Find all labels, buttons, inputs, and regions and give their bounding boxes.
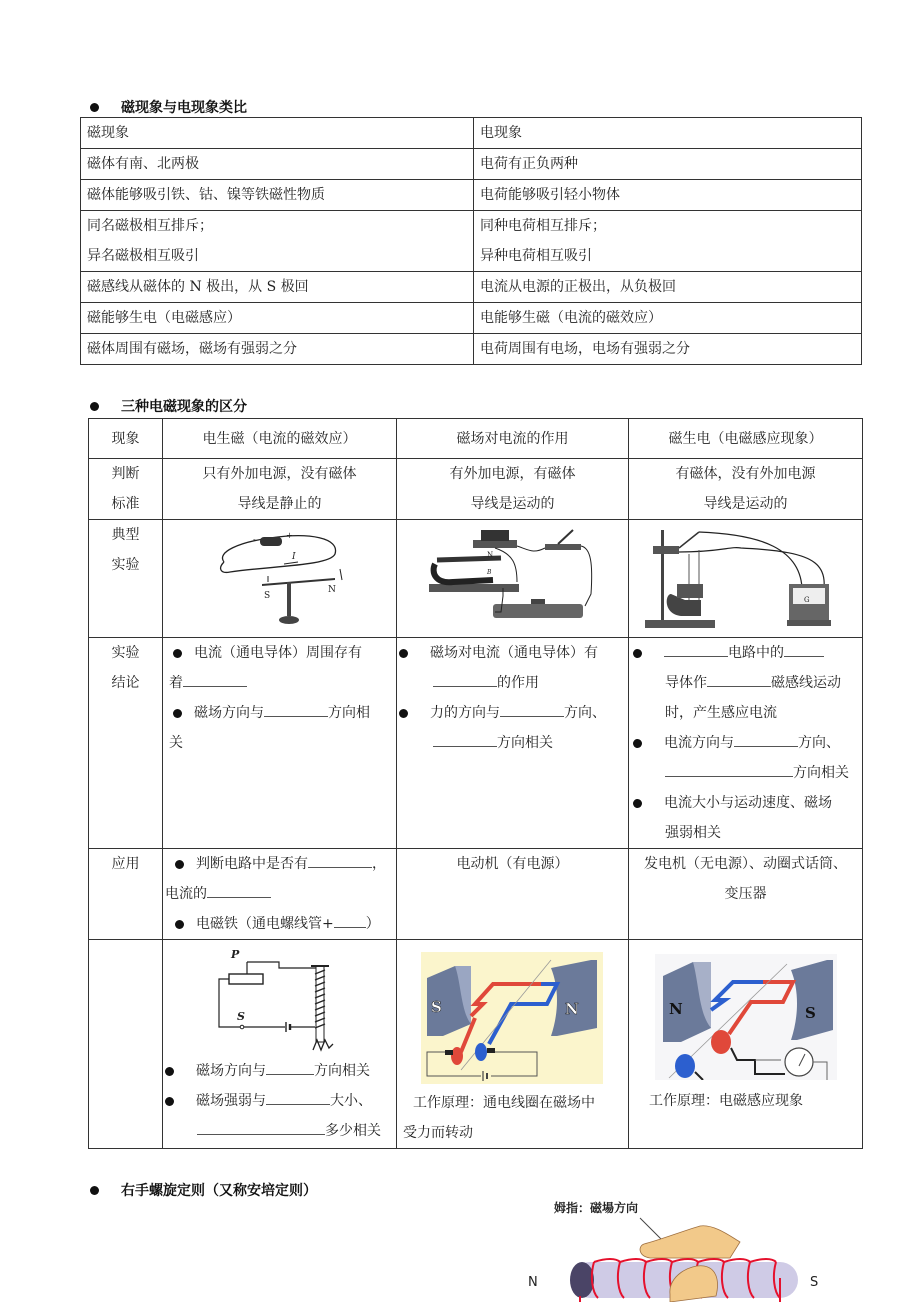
bullet-item (635, 788, 856, 818)
bullet-item (403, 698, 622, 728)
cell-line: 导线是运动的 (703, 496, 788, 512)
section-title-text: 右手螺旋定则（又称安培定则） (121, 1183, 317, 1199)
row-label (89, 638, 163, 849)
fill-in-blank (500, 698, 564, 717)
text: 磁场方向与 (194, 705, 264, 721)
row-label: 应用 (89, 849, 163, 940)
bullet-item (165, 909, 390, 939)
cell-line: 异名磁极相互吸引 (87, 248, 199, 264)
phenomena-table (88, 418, 863, 1149)
bullet-icon (633, 799, 642, 808)
svg-text:姆指：磁場方向: 姆指：磁場方向 (554, 1201, 639, 1215)
svg-text:N: N (669, 1000, 683, 1018)
table-row-experiment (89, 520, 863, 638)
row-label (89, 940, 163, 1149)
caption-line: 工作原理：通电线圈在磁场中 (413, 1095, 595, 1111)
electromagnet-circuit-figure (217, 944, 377, 1056)
table-row (81, 334, 862, 365)
svg-text:S: S (431, 998, 442, 1016)
text: 方向、 (564, 705, 606, 721)
experiment-a (163, 520, 397, 638)
cell-line: 导线是运动的 (470, 496, 555, 512)
label-line: 结论 (111, 675, 140, 691)
cell-electric: 电流从电源的正极出，从负极回 (474, 272, 862, 303)
conclusion-a (163, 638, 397, 849)
caption-line: 工作原理：电磁感应现象 (649, 1093, 803, 1109)
illustration-b (397, 940, 629, 1149)
illustration-a (163, 940, 397, 1149)
fill-in-blank (707, 668, 771, 687)
text: 磁场方向与 (196, 1063, 266, 1079)
cell-magnetic: 磁体能够吸引铁、钴、镍等铁磁性物质 (81, 180, 474, 211)
text: 电流（通电导体）周围存有 (194, 645, 362, 661)
svg-text:B: B (486, 569, 491, 576)
cell-line: 只有外加电源，没有磁体 (202, 466, 357, 482)
induction-experiment-figure (641, 524, 851, 632)
conclusion-b (397, 638, 629, 849)
bullet-continuation (635, 698, 856, 728)
cell-magnetic: 磁体周围有磁场，磁场有强弱之分 (81, 334, 474, 365)
fill-in-blank (334, 909, 366, 928)
cell-line: 有外加电源，有磁体 (449, 466, 576, 482)
table-row (81, 272, 862, 303)
section-title-text: 三种电磁现象的区分 (121, 399, 247, 415)
application-b: 电动机（有电源） (397, 849, 629, 940)
label-line: 实验 (111, 645, 140, 661)
bullet-continuation (635, 668, 856, 698)
cell-electric: 电荷有正负两种 (474, 149, 862, 180)
bullet-icon (175, 860, 184, 869)
table-row-application (89, 849, 863, 940)
header-electric: 电现象 (474, 118, 862, 149)
criteria-c (629, 459, 863, 520)
text: 方向相关 (497, 735, 553, 751)
fill-in-blank (784, 638, 824, 657)
text: 多少相关 (325, 1123, 381, 1139)
bullet-continuation (403, 668, 622, 698)
header-force-on-current: 磁场对电流的作用 (397, 419, 629, 459)
svg-text:I: I (291, 552, 296, 562)
bullet-continuation (165, 879, 390, 909)
fill-in-blank (433, 728, 497, 747)
cell-magnetic (81, 211, 474, 272)
fill-in-blank (433, 668, 497, 687)
bullet-item (635, 638, 856, 668)
generator-diagram-figure (655, 954, 837, 1080)
fill-in-blank (664, 638, 728, 657)
svg-text:G: G (803, 596, 810, 604)
text: ） (365, 916, 380, 932)
header-magnetism-to-electricity: 磁生电（电磁感应现象） (629, 419, 863, 459)
header-electricity-to-magnetism: 电生磁（电流的磁效应） (163, 419, 397, 459)
svg-text:N: N (486, 551, 493, 559)
fill-in-blank (183, 668, 247, 687)
bullet-item (169, 698, 390, 728)
svg-text:S: S (263, 591, 270, 601)
application-a (163, 849, 397, 940)
table-row (81, 211, 862, 272)
text: 力的方向与 (430, 705, 500, 721)
fill-in-blank (264, 698, 328, 717)
motor-principle-experiment-figure (413, 524, 613, 632)
text: 导体作 (665, 675, 707, 691)
row-label (89, 459, 163, 520)
conclusion-c (629, 638, 863, 849)
fill-in-blank (734, 728, 798, 747)
caption-line: 受力而转动 (403, 1125, 473, 1141)
bullet-icon (399, 649, 408, 658)
text: 电流大小与运动速度、磁场 (664, 795, 832, 811)
fill-in-blank (197, 1116, 325, 1135)
experiment-c (629, 520, 863, 638)
text: 方向、 (798, 735, 840, 751)
right-hand-rule-figure (520, 1196, 820, 1302)
cell-electric (474, 211, 862, 272)
text: 电路中的 (728, 645, 784, 661)
fill-in-blank (266, 1086, 330, 1105)
cell-line: 有磁体，没有外加电源 (675, 466, 816, 482)
header-magnetic: 磁现象 (81, 118, 474, 149)
text: 磁场强弱与 (196, 1093, 266, 1109)
text: 电磁铁（通电螺线管+ (196, 916, 334, 932)
bullet-icon (165, 1067, 174, 1076)
table-row-conclusion (89, 638, 863, 849)
text: 方向相关 (314, 1063, 370, 1079)
bullet-icon (173, 649, 182, 658)
cell-magnetic: 磁体有南、北两极 (81, 149, 474, 180)
section-title-text: 磁现象与电现象类比 (121, 100, 247, 116)
criteria-a (163, 459, 397, 520)
cell-line: 同种电荷相互排斥； (480, 218, 606, 234)
analogy-table (80, 117, 862, 365)
section-title-distinction (90, 396, 247, 416)
text: 关 (169, 735, 183, 751)
table-row-illustration (89, 940, 863, 1149)
table-header-row (81, 118, 862, 149)
oersted-experiment-figure (210, 524, 350, 632)
bullet-icon (90, 103, 99, 112)
svg-text:S: S (810, 1275, 819, 1290)
text: 磁感线运动 (771, 675, 841, 691)
text: 电流方向与 (664, 735, 734, 751)
bullet-continuation (635, 818, 856, 848)
table-row (81, 180, 862, 211)
cell-electric: 电荷周围有电场，电场有强弱之分 (474, 334, 862, 365)
fill-in-blank (308, 849, 372, 868)
svg-text:N: N (528, 1275, 538, 1290)
label-line: 典型 (111, 527, 140, 543)
cell-magnetic: 磁能够生电（电磁感应） (81, 303, 474, 334)
row-label: 现象 (89, 419, 163, 459)
table-row-criteria (89, 459, 863, 520)
svg-text:P: P (231, 948, 240, 961)
table-row (81, 149, 862, 180)
svg-text:-: - (252, 535, 256, 544)
label-line: 判断 (111, 466, 140, 482)
text: 时，产生感应电流 (665, 705, 777, 721)
bullet-icon (90, 402, 99, 411)
bullet-continuation (165, 1116, 394, 1146)
bullet-icon (165, 1097, 174, 1106)
cell-line: 异种电荷相互吸引 (480, 248, 592, 264)
bullet-icon (90, 1186, 99, 1195)
bullet-icon (399, 709, 408, 718)
label-line: 标准 (111, 496, 140, 512)
text: 电流的 (165, 886, 207, 902)
bullet-continuation (635, 758, 856, 788)
text: 方向相关 (793, 765, 849, 781)
bullet-continuation (169, 668, 390, 698)
svg-text:N: N (327, 585, 336, 595)
text: ， (372, 856, 386, 872)
bullet-item (169, 638, 390, 668)
bullet-item (165, 1056, 394, 1086)
section-title-right-hand-rule (90, 1180, 317, 1200)
cell-line: 同名磁极相互排斥； (87, 218, 213, 234)
bullet-item (403, 638, 622, 668)
bullet-item (165, 1086, 394, 1116)
bullet-icon (175, 920, 184, 929)
svg-text:S: S (805, 1004, 816, 1022)
cell-line: 变压器 (724, 886, 767, 902)
bullet-item (165, 849, 390, 879)
fill-in-blank (665, 758, 793, 777)
fill-in-blank (207, 879, 271, 898)
bullet-item (635, 728, 856, 758)
bullet-icon (633, 649, 642, 658)
cell-line: 发电机（无电源）、动圈式话筒、 (644, 856, 847, 872)
cell-magnetic: 磁感线从磁体的 N 极出，从 S 极回 (81, 272, 474, 303)
text: 强弱相关 (665, 825, 721, 841)
criteria-b (397, 459, 629, 520)
fill-in-blank (266, 1056, 314, 1075)
text: 磁场对电流（通电导体）有 (430, 645, 598, 661)
text: 的作用 (497, 675, 539, 691)
text: 着 (169, 675, 183, 691)
svg-text:+: + (285, 531, 293, 540)
bullet-icon (173, 709, 182, 718)
cell-electric: 电能够生磁（电流的磁效应） (474, 303, 862, 334)
table-row (81, 303, 862, 334)
row-label (89, 520, 163, 638)
cell-line: 导线是静止的 (237, 496, 322, 512)
cell-electric: 电荷能够吸引轻小物体 (474, 180, 862, 211)
bullet-continuation (169, 728, 390, 758)
experiment-b (397, 520, 629, 638)
bullet-continuation (403, 728, 622, 758)
svg-text:N: N (565, 1000, 579, 1018)
text: 方向相 (328, 705, 370, 721)
application-c (629, 849, 863, 940)
motor-diagram-figure (421, 952, 603, 1084)
text: 判断电路中是否有 (196, 856, 308, 872)
text: 大小、 (330, 1093, 372, 1109)
svg-text:S: S (237, 1010, 245, 1023)
table-header-row (89, 419, 863, 459)
section-title-analogy (90, 97, 247, 117)
illustration-c (629, 940, 863, 1149)
label-line: 实验 (111, 557, 140, 573)
bullet-icon (633, 739, 642, 748)
